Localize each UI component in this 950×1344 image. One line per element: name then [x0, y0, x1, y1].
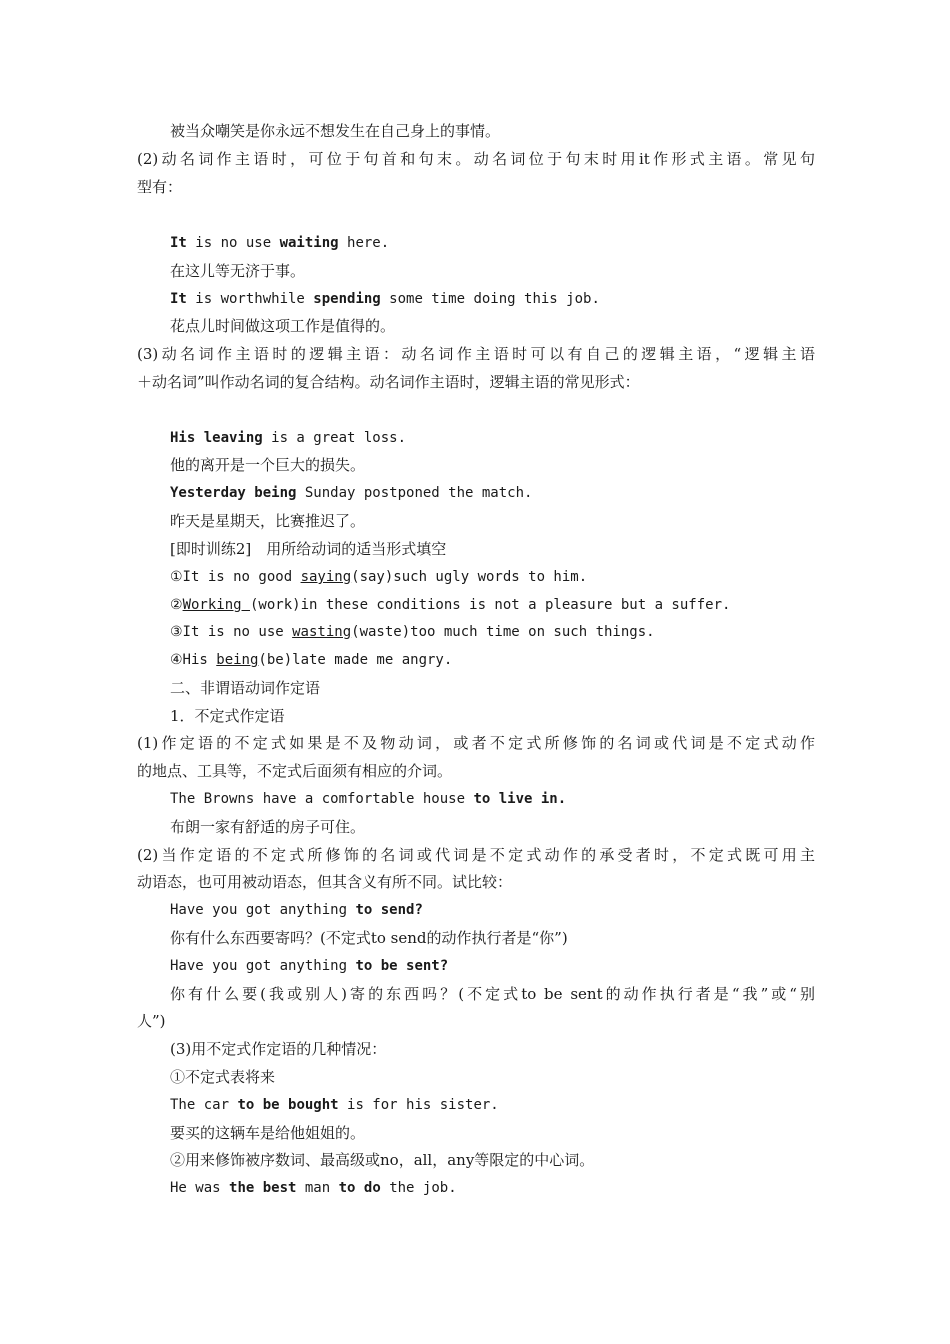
bold-term: to be bought [237, 1097, 339, 1113]
answer-blank: saying [300, 569, 352, 585]
bold-term: It [170, 291, 187, 307]
question-text: ② [170, 597, 183, 613]
translation-text: 你有什么要(我或别人)寄的东西吗？(不定式to be sent的动作执行者是“我”或“别 [170, 985, 815, 1003]
answer-blank: being [216, 652, 259, 668]
practice-title: [即时训练2] 用所给动词的适当形式填空 [170, 540, 447, 558]
bold-term: His leaving [170, 430, 263, 446]
translation-text: 布朗一家有舒适的房子可住。 [170, 818, 366, 836]
list-item: ②用来修饰被序数词、最高级或no，all，any等限定的中心词。 [170, 1151, 595, 1169]
practice-question [170, 567, 587, 587]
bold-term: It [170, 235, 187, 251]
question-text: ④His [170, 652, 217, 668]
plain-text: the job. [380, 1180, 457, 1196]
translation-text: 花点儿时间做这项工作是值得的。 [170, 317, 396, 335]
example-sentence [170, 1178, 457, 1198]
bold-term: spending [313, 291, 381, 307]
example-sentence [170, 483, 532, 503]
bold-term: to do [338, 1180, 381, 1196]
paragraph-text: (3)用不定式作定语的几种情况： [170, 1040, 387, 1058]
answer-blank: wasting [292, 624, 352, 640]
example-sentence [170, 900, 423, 920]
answer-blank: Working [182, 597, 250, 613]
paragraph-text: (2)动名词作主语时，可位于句首和句末。动名词位于句末时用it作形式主语。常见句 [137, 150, 815, 168]
bold-term: to live in. [473, 791, 567, 807]
section-heading: 二、非谓语动词作定语 [170, 679, 321, 697]
question-text: (waste)too much time on such things. [351, 624, 655, 640]
bold-term: Yesterday being [170, 485, 297, 501]
translation-text: 你有什么东西要寄吗？(不定式to send的动作执行者是“你”) [170, 929, 568, 947]
plain-text: is a great loss. [262, 430, 407, 446]
practice-question [170, 595, 730, 615]
example-sentence [170, 789, 566, 809]
bold-term: waiting [279, 235, 339, 251]
plain-text: man [296, 1180, 339, 1196]
paragraph-text: 动语态，也可用被动语态，但其含义有所不同。试比较： [137, 873, 513, 891]
plain-text: He was [170, 1180, 230, 1196]
paragraph-text: 型有： [137, 178, 183, 196]
translation-text: 要买的这辆车是给他姐姐的。 [170, 1124, 366, 1142]
bold-term: the best [229, 1180, 297, 1196]
list-item: ①不定式表将来 [170, 1068, 276, 1086]
question-text: (work)in these conditions is not a pleasure but a suffer. [250, 597, 731, 613]
plain-text: some time doing this job. [380, 291, 600, 307]
plain-text: The car [170, 1097, 238, 1113]
paragraph-text: ＋动名词”叫作动名词的复合结构。动名词作主语时，逻辑主语的常见形式： [137, 373, 640, 391]
question-text: ③It is no use [170, 624, 293, 640]
practice-question [170, 650, 452, 670]
paragraph-text: (1)作定语的不定式如果是不及物动词，或者不定式所修饰的名词或代词是不定式动作 [137, 734, 815, 752]
example-sentence [170, 233, 389, 253]
paragraph-text: (2)当作定语的不定式所修饰的名词或代词是不定式动作的承受者时，不定式既可用主 [137, 846, 815, 864]
paragraph-text: 被当众嘲笑是你永远不想发生在自己身上的事情。 [170, 122, 501, 140]
plain-text: is no use [186, 235, 280, 251]
paragraph-text: 的地点、工具等，不定式后面须有相应的介词。 [137, 762, 453, 780]
practice-question [170, 622, 655, 642]
plain-text: The Browns have a comfortable house [170, 791, 474, 807]
question-text: (say)such ugly words to him. [351, 569, 588, 585]
example-sentence [170, 428, 406, 448]
plain-text: is worthwhile [186, 291, 314, 307]
example-sentence [170, 289, 600, 309]
translation-text: 人”) [137, 1012, 166, 1030]
question-text: ①It is no good [170, 569, 301, 585]
example-sentence [170, 1095, 499, 1115]
bold-term: to send? [355, 902, 423, 918]
translation-text: 他的离开是一个巨大的损失。 [170, 456, 366, 474]
plain-text: Have you got anything [170, 902, 356, 918]
paragraph-text: (3)动名词作主语时的逻辑主语：动名词作主语时可以有自己的逻辑主语，“逻辑主语 [137, 345, 815, 363]
plain-text: Have you got anything [170, 958, 356, 974]
translation-text: 昨天是星期天，比赛推迟了。 [170, 512, 366, 530]
plain-text: here. [338, 235, 390, 251]
plain-text: is for his sister. [338, 1097, 499, 1113]
example-sentence [170, 956, 448, 976]
plain-text: Sunday postponed the match. [296, 485, 533, 501]
bold-term: to be sent? [355, 958, 449, 974]
translation-text: 在这儿等无济于事。 [170, 262, 306, 280]
question-text: (be)late made me angry. [258, 652, 453, 668]
subsection-heading: 1．不定式作定语 [170, 707, 285, 725]
